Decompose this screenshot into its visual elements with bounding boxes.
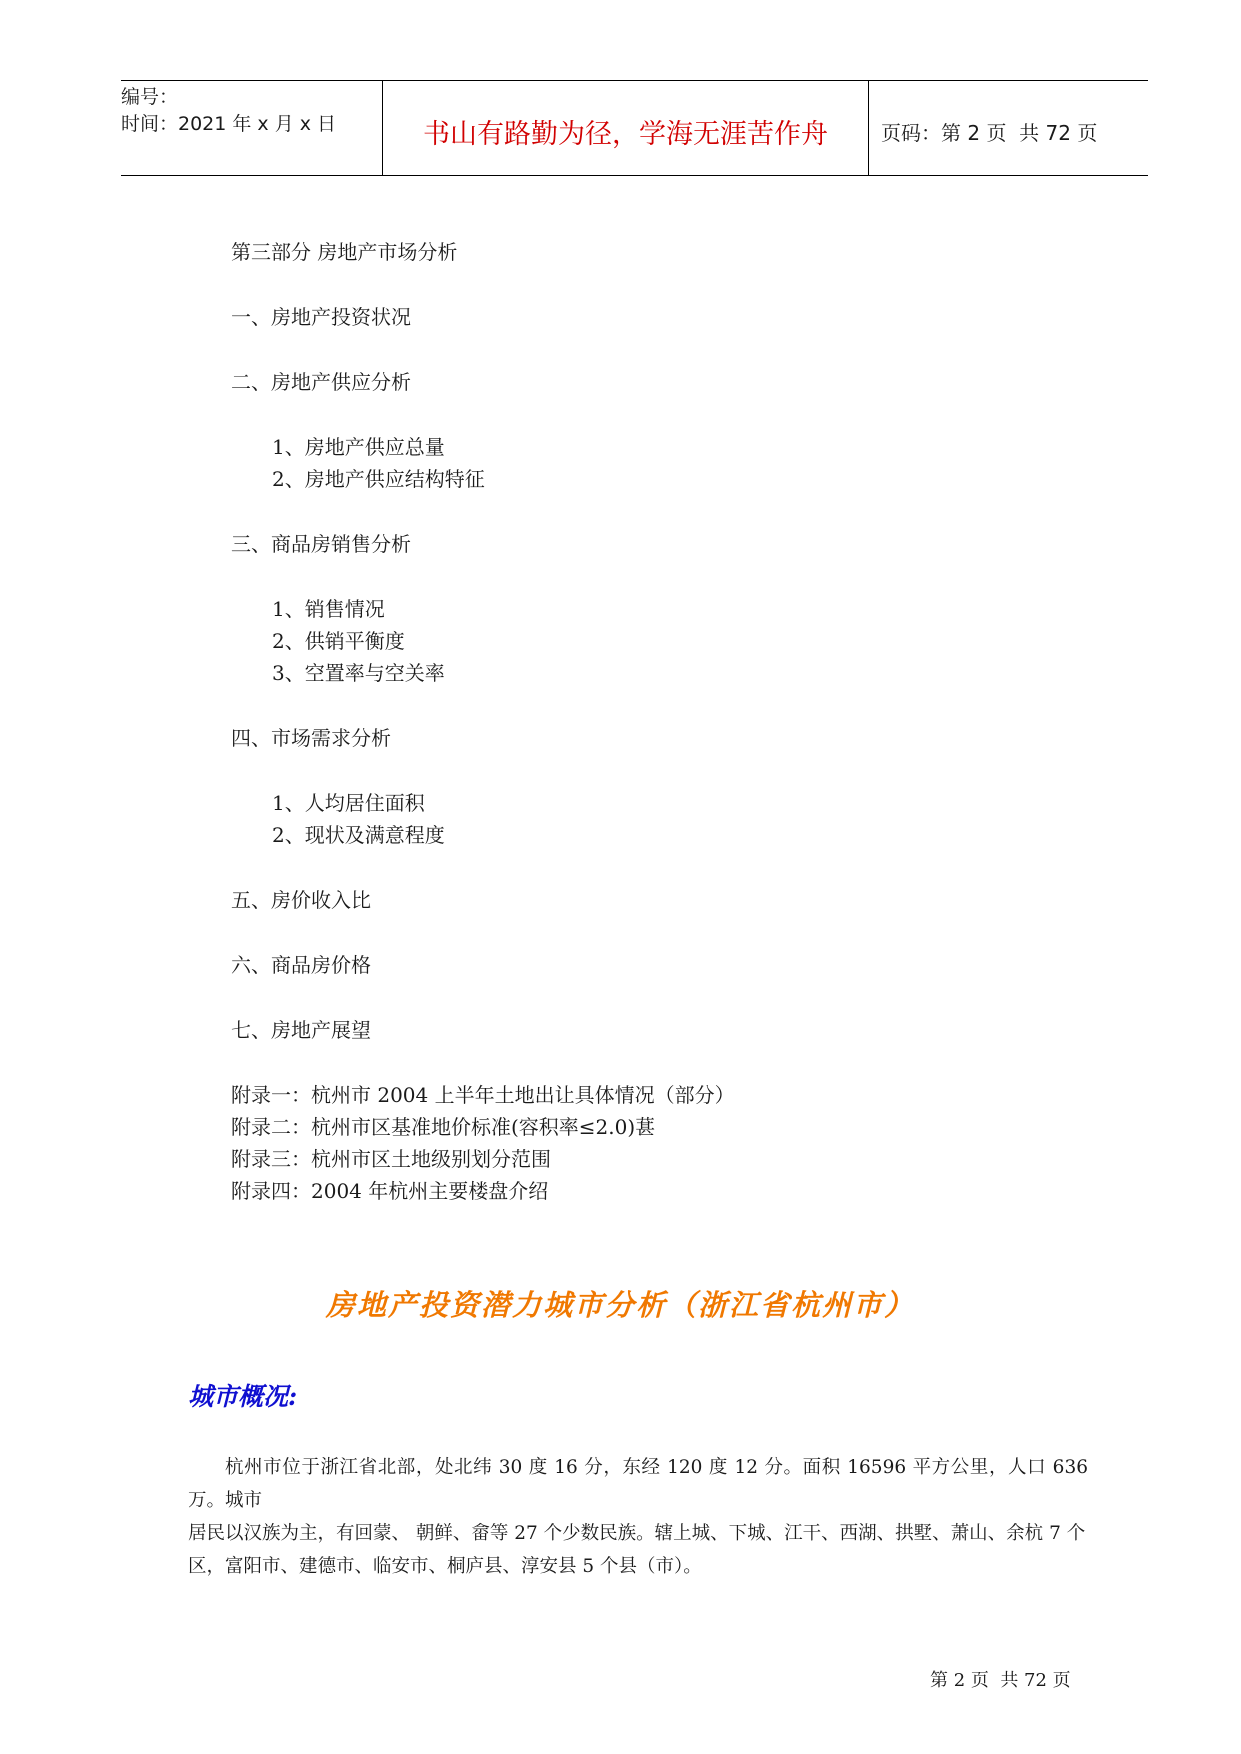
toc-item-3-2: 2、供销平衡度 xyxy=(272,629,405,653)
appendix-3: 附录三：杭州市区土地级别划分范围 xyxy=(231,1147,551,1171)
paragraph-line-3: 区，富阳市、建德市、临安市、桐庐县、淳安县 5 个县（市）。 xyxy=(188,1556,702,1577)
time-label: 时间：2021 年 x 月 x 日 xyxy=(121,113,337,135)
header-motto: 书山有路勤为径，学海无涯苦作舟 xyxy=(383,81,869,175)
toc-item-3-1: 1、销售情况 xyxy=(272,597,385,621)
toc-section-7: 七、房地产展望 xyxy=(231,1018,371,1042)
paragraph-line-1: 杭州市位于浙江省北部，处北纬 30 度 16 分，东经 120 度 12 分。面积 16596 平方公里，人口 636 万。城市 xyxy=(188,1457,1088,1511)
overview-paragraph xyxy=(188,1451,1088,1583)
appendix-4: 附录四：2004 年杭州主要楼盘介绍 xyxy=(231,1179,549,1203)
toc-section-5: 五、房价收入比 xyxy=(231,888,371,912)
toc-section-3: 三、商品房销售分析 xyxy=(231,532,411,556)
toc-section-2: 二、房地产供应分析 xyxy=(231,370,411,394)
code-label: 编号： xyxy=(121,86,179,108)
main-title: 房地产投资潜力城市分析（浙江省杭州市） xyxy=(325,1288,915,1322)
appendix-2: 附录二：杭州市区基准地价标准(容积率≤2.0)葚 xyxy=(231,1115,656,1139)
toc-item-3-3: 3、空置率与空关率 xyxy=(272,661,445,685)
toc-item-2-1: 1、房地产供应总量 xyxy=(272,435,445,459)
page-label: 页码：第 2 页 共 72 页 xyxy=(881,120,1098,145)
toc-item-4-1: 1、人均居住面积 xyxy=(272,791,425,815)
appendix-1: 附录一：杭州市 2004 上半年土地出让具体情况（部分） xyxy=(231,1083,735,1107)
paragraph-line-2: 居民以汉族为主，有回蒙、 朝鲜、畲等 27 个少数民族。辖上城、下城、江干、西湖、拱墅、萧山、余杭 7 个 xyxy=(188,1523,1086,1544)
overview-heading: 城市概况: xyxy=(188,1382,298,1411)
header-info xyxy=(121,81,383,175)
header-page-info xyxy=(869,81,1148,175)
toc-item-2-2: 2、房地产供应结构特征 xyxy=(272,467,485,491)
page-header xyxy=(121,80,1148,176)
page-footer: 第 2 页 共 72 页 xyxy=(930,1670,1071,1691)
part-title: 第三部分 房地产市场分析 xyxy=(231,240,458,264)
toc-section-4: 四、市场需求分析 xyxy=(231,726,391,750)
toc-section-6: 六、商品房价格 xyxy=(231,953,371,977)
toc-section-1: 一、房地产投资状况 xyxy=(231,305,411,329)
toc-item-4-2: 2、现状及满意程度 xyxy=(272,823,445,847)
